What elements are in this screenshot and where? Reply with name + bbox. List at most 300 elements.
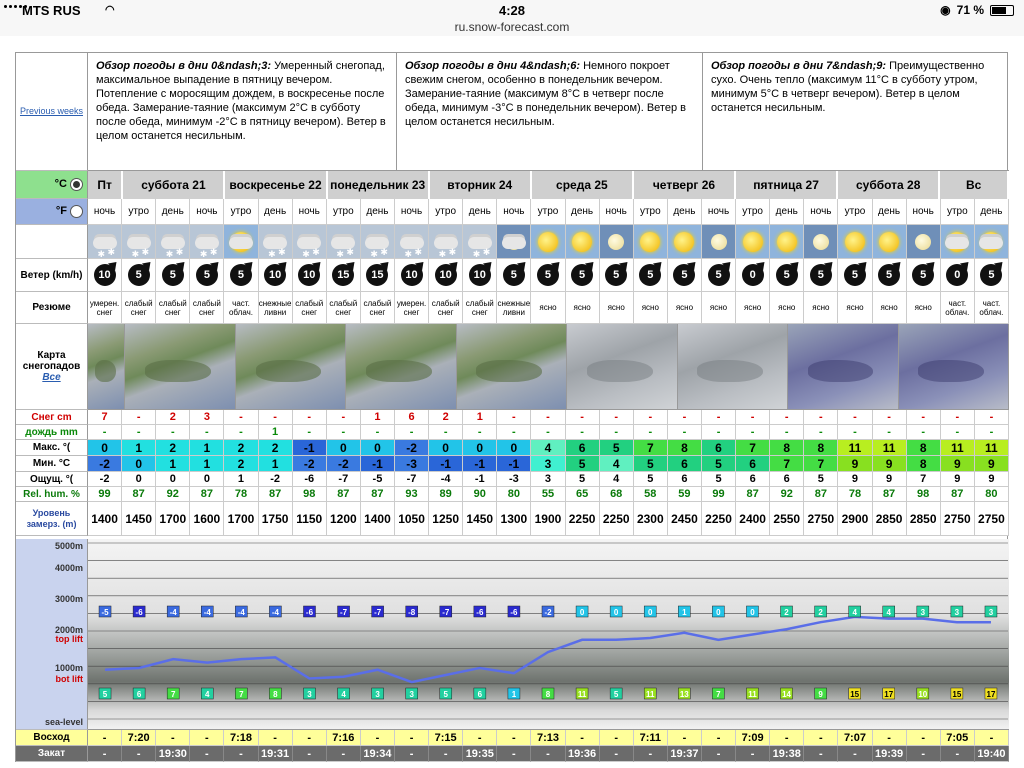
previous-weeks-cell [16, 53, 88, 171]
temp-min-label: Мин. °C [16, 456, 88, 472]
top-lift-temp [440, 606, 452, 617]
top-lift-temp-value: 3 [988, 608, 994, 617]
snow-map-thumbnail[interactable] [457, 324, 567, 410]
sunset-cell: 19:38 [770, 746, 804, 762]
humidity-cell: 87 [941, 487, 975, 502]
temp-max-cell: -1 [293, 440, 327, 456]
conditions-cell: слабый снег [463, 292, 497, 324]
bot-lift-temp-value: 3 [409, 690, 414, 699]
y-label-4000: 4000m [54, 563, 83, 573]
feels-like-cell: 4 [600, 472, 634, 487]
snow-maps-label-cell [16, 324, 88, 410]
snow-map-thumbnail[interactable] [88, 324, 125, 410]
feels-like-cell: -5 [361, 472, 395, 487]
sun-shape [640, 232, 660, 252]
top-lift-temp-value: 0 [579, 608, 585, 617]
rain-cell: - [975, 425, 1009, 440]
time-of-day-cell: утро [122, 199, 156, 225]
temp-max-cell: -2 [395, 440, 429, 456]
temp-min-cell: -1 [429, 456, 463, 472]
temp-min-cell: 9 [873, 456, 907, 472]
wind-direction-icon: 5 [230, 264, 252, 286]
temp-max-cell: 1 [190, 440, 224, 456]
top-lift-temp [269, 606, 281, 617]
feels-like-cell: 0 [156, 472, 190, 487]
bot-lift-temp [849, 688, 861, 699]
top-lift-temp-value: -4 [169, 608, 177, 617]
feels-like-cell: 5 [634, 472, 668, 487]
sunrise-cell: - [497, 730, 531, 746]
temp-max-cell: 6 [566, 440, 600, 456]
time-of-day-cell: день [156, 199, 190, 225]
humidity-cell: 55 [531, 487, 565, 502]
sunset-cell: - [122, 746, 156, 762]
bot-lift-temp-value: 5 [613, 690, 619, 699]
conditions-cell: слабый снег [361, 292, 395, 324]
snow-cell: - [531, 410, 565, 425]
snow-cell: - [702, 410, 736, 425]
temp-max-cell: 8 [770, 440, 804, 456]
cloud-snow-night-icon [194, 229, 220, 259]
sunrise-cell: - [804, 730, 838, 746]
battery-icon [990, 5, 1014, 16]
bot-lift-temp [746, 688, 758, 699]
day-header: понедельник 23 [328, 171, 430, 199]
bot-lift-temp [883, 688, 895, 699]
sun-icon [569, 229, 595, 255]
temp-max-cell: 11 [873, 440, 907, 456]
rain-cell: - [941, 425, 975, 440]
rain-cell: - [600, 425, 634, 440]
snow-cell: - [873, 410, 907, 425]
rain-cell: - [88, 425, 122, 440]
wind-cell [463, 259, 497, 292]
temp-min-cell: 4 [600, 456, 634, 472]
cloud-snow-icon [467, 229, 493, 259]
temp-min-cell: 7 [804, 456, 838, 472]
sunset-cell: - [395, 746, 429, 762]
bot-lift-temp-value: 3 [307, 690, 312, 699]
snowflake-shape: ✱ [472, 248, 481, 259]
time-of-day-cell: утро [941, 199, 975, 225]
rain-cell: - [736, 425, 770, 440]
freezing-level-cell: 2850 [873, 502, 907, 536]
conditions-cell: слабый снег [190, 292, 224, 324]
altitude-chart [88, 539, 1009, 730]
snowflake-shape: ✱ [107, 246, 116, 257]
top-lift-temp [235, 606, 247, 617]
celsius-radio[interactable] [70, 178, 83, 191]
cloud-shape [229, 237, 253, 249]
top-lift-temp [917, 606, 929, 617]
time-of-day-cell: утро [736, 199, 770, 225]
url-bar[interactable]: ru.snow-forecast.com [0, 20, 1024, 36]
temp-min-cell: 7 [770, 456, 804, 472]
time-of-day-cell: день [873, 199, 907, 225]
humidity-cell: 78 [224, 487, 258, 502]
conditions-cell: слабый снег [156, 292, 190, 324]
sunset-row [16, 746, 1009, 762]
snow-cell: - [293, 410, 327, 425]
temp-max-cell: 0 [327, 440, 361, 456]
time-of-day-cell: ночь [190, 199, 224, 225]
sun-icon-cell [668, 225, 702, 259]
moon-icon [808, 229, 834, 255]
conditions-cell: ясно [838, 292, 872, 324]
feels-like-cell: -3 [497, 472, 531, 487]
freezing-level-cell: 2450 [668, 502, 702, 536]
temp-max-cell: 7 [736, 440, 770, 456]
snow-map-thumbnail[interactable] [678, 324, 788, 410]
summary-row [16, 53, 1009, 171]
sunset-cell: - [804, 746, 838, 762]
humidity-cell: 92 [770, 487, 804, 502]
freezing-level-cell: 1150 [293, 502, 327, 536]
snow-cell: - [941, 410, 975, 425]
feels-like-cell: 9 [941, 472, 975, 487]
top-lift-temp [133, 606, 145, 617]
humidity-cell: 87 [122, 487, 156, 502]
feels-like-cell: 0 [190, 472, 224, 487]
sunrise-cell: 7:16 [327, 730, 361, 746]
humidity-cell: 93 [395, 487, 429, 502]
wind-direction-icon: 5 [639, 264, 661, 286]
temp-max-cell: 1 [122, 440, 156, 456]
day-header: вторник 24 [430, 171, 532, 199]
conditions-cell: слабый снег [327, 292, 361, 324]
wind-cell [156, 259, 190, 292]
freezing-level-label: Уровень замерз. (m) [16, 502, 88, 536]
conditions-cell: ясно [702, 292, 736, 324]
wind-direction-icon: 0 [742, 264, 764, 286]
moon-icon [910, 229, 936, 255]
bot-lift-temp [440, 688, 452, 699]
sunrise-cell: - [293, 730, 327, 746]
wind-cell [668, 259, 702, 292]
moon-icon-cell [600, 225, 634, 259]
cloud-snow-icon-cell [327, 225, 361, 259]
wind-cell [122, 259, 156, 292]
sunset-cell: 19:39 [873, 746, 907, 762]
sunset-cell: 19:34 [361, 746, 395, 762]
sunrise-cell: 7:05 [941, 730, 975, 746]
cloud-snow-night-icon-cell [88, 225, 122, 259]
freezing-level-cell: 1750 [259, 502, 293, 536]
celsius-toggle[interactable] [16, 171, 88, 199]
feels-like-row [16, 472, 1009, 487]
top-lift-temp-value: -6 [476, 608, 484, 617]
top-lift-temp [815, 606, 827, 617]
temp-max-cell: 4 [531, 440, 565, 456]
wind-direction-icon: 5 [537, 264, 559, 286]
temp-min-cell: 5 [566, 456, 600, 472]
rain-cell: - [668, 425, 702, 440]
status-bar [0, 0, 1024, 20]
rain-cell: - [566, 425, 600, 440]
freezing-level-row [16, 502, 1009, 536]
feels-like-cell: 7 [907, 472, 941, 487]
feels-like-cell: 5 [702, 472, 736, 487]
temp-max-cell: 8 [804, 440, 838, 456]
humidity-cell: 80 [497, 487, 531, 502]
top-lift-temp-value: 4 [886, 608, 891, 617]
sunset-cell: - [88, 746, 122, 762]
snowflake-shape: ✱ [209, 246, 218, 257]
snowflake-shape: ✱ [414, 246, 423, 257]
wind-direction-icon: 15 [332, 264, 354, 286]
snow-cell: - [838, 410, 872, 425]
bot-lift-temp [985, 688, 997, 699]
sunset-label: Закат [16, 746, 88, 762]
sun-cloud-icon-cell [975, 225, 1009, 259]
y-label-2000: 2000m [54, 625, 83, 635]
top-lift-temp-value: 1 [682, 608, 687, 617]
temp-max-row [16, 440, 1009, 456]
snow-map-thumbnail[interactable] [899, 324, 1009, 410]
bot-lift-temp-value: 5 [443, 690, 449, 699]
moon-icon-cell [702, 225, 736, 259]
lock-rotation-icon: ◉ [940, 3, 951, 17]
top-lift-temp [303, 606, 315, 617]
temp-max-cell: 8 [907, 440, 941, 456]
bot-lift-temp [406, 688, 418, 699]
snow-cell: - [122, 410, 156, 425]
sun-icon-cell [566, 225, 600, 259]
bot-lift-temp-value: 15 [850, 690, 860, 699]
wind-cell [395, 259, 429, 292]
humidity-label: Rel. hum. % [16, 487, 88, 502]
sun-icon-cell [736, 225, 770, 259]
feels-like-cell: -4 [429, 472, 463, 487]
bot-lift-temp-value: 13 [679, 690, 689, 699]
humidity-cell: 92 [156, 487, 190, 502]
wind-cell [566, 259, 600, 292]
wind-direction-icon: 5 [776, 264, 798, 286]
temp-min-cell: -2 [293, 456, 327, 472]
sunrise-cell: 7:15 [429, 730, 463, 746]
sunrise-cell: - [600, 730, 634, 746]
feels-like-cell: 0 [122, 472, 156, 487]
bot-lift-temp-value: 1 [511, 690, 517, 699]
temp-min-cell: 1 [259, 456, 293, 472]
conditions-cell: снежные ливни [259, 292, 293, 324]
cloud-snow-night-icon-cell [293, 225, 327, 259]
feels-like-cell: 6 [668, 472, 702, 487]
wind-cell [190, 259, 224, 292]
snowflake-shape: ✱ [482, 246, 491, 257]
y-label-5000: 5000m [54, 541, 83, 551]
temp-min-cell: 9 [975, 456, 1009, 472]
top-lift-temp [201, 606, 213, 617]
rain-cell: - [224, 425, 258, 440]
bot-lift-temp [338, 688, 350, 699]
bot-lift-temp [167, 688, 179, 699]
top-lift-temp [610, 606, 622, 617]
moon-shape [608, 234, 624, 250]
rain-cell: - [293, 425, 327, 440]
sunset-cell: - [293, 746, 327, 762]
top-lift-temp [781, 606, 793, 617]
snow-maps-row [16, 324, 1009, 410]
time-of-day-cell: день [770, 199, 804, 225]
sun-icon-cell [873, 225, 907, 259]
clock: 4:28 [498, 3, 526, 18]
cloud-shape [979, 237, 1003, 249]
bot-lift-temp-value: 11 [577, 690, 587, 699]
sunset-cell: 19:31 [259, 746, 293, 762]
top-lift-temp-value: -6 [510, 608, 518, 617]
humidity-cell: 58 [634, 487, 668, 502]
bot-lift-temp-value: 14 [782, 690, 791, 699]
time-of-day-cell: ночь [804, 199, 838, 225]
snow-cell: - [327, 410, 361, 425]
conditions-cell: слабый снег [122, 292, 156, 324]
conditions-cell: ясно [600, 292, 634, 324]
snow-cell: 2 [429, 410, 463, 425]
top-lift-temp-value: -7 [374, 608, 382, 617]
cloud-snow-night-icon-cell [190, 225, 224, 259]
wind-cell [634, 259, 668, 292]
freezing-level-cell: 2300 [634, 502, 668, 536]
snowflake-shape: ✱ [448, 246, 457, 257]
summary-title: Обзор погоды в дни 0&ndash;3: [96, 60, 272, 72]
snow-cell: 7 [88, 410, 122, 425]
snow-cell: - [907, 410, 941, 425]
humidity-cell: 87 [327, 487, 361, 502]
feels-like-cell: -1 [463, 472, 497, 487]
y-label-3000: 3000m [54, 594, 83, 604]
bot-lift-temp [372, 688, 384, 699]
cloud-snow-icon [126, 229, 152, 259]
sunset-cell: - [531, 746, 565, 762]
time-of-day-cell: ночь [497, 199, 531, 225]
bot-lift-label: bot lift [55, 674, 83, 684]
wind-cell [293, 259, 327, 292]
temp-min-cell: -1 [463, 456, 497, 472]
y-label-1000: 1000m [54, 663, 83, 673]
bot-lift-temp-value: 4 [341, 690, 346, 699]
sunrise-cell: 7:11 [634, 730, 668, 746]
cloud-snow-night-icon [399, 229, 425, 259]
wind-direction-icon: 5 [844, 264, 866, 286]
sun-icon [774, 229, 800, 255]
weather-icons-row [16, 225, 1009, 259]
conditions-cell: част. облач. [224, 292, 258, 324]
top-lift-temp [474, 606, 486, 617]
sunrise-cell: - [395, 730, 429, 746]
humidity-cell: 87 [736, 487, 770, 502]
snow-cell: - [736, 410, 770, 425]
bot-lift-temp [303, 688, 315, 699]
fahrenheit-radio[interactable] [70, 205, 83, 218]
day-header: среда 25 [532, 171, 634, 199]
sunset-cell: 19:40 [975, 746, 1009, 762]
snow-map-thumbnail[interactable] [346, 324, 456, 410]
conditions-cell: умерен. снег [395, 292, 429, 324]
temp-max-cell: 6 [702, 440, 736, 456]
wind-direction-icon: 10 [94, 264, 116, 286]
conditions-cell: слабый снег [293, 292, 327, 324]
wind-direction-icon: 5 [810, 264, 832, 286]
day-header: Пт [88, 171, 123, 199]
snow-label: Снег cm [16, 410, 88, 425]
top-lift-temp-value: -5 [101, 608, 109, 617]
fahrenheit-toggle[interactable] [16, 199, 88, 225]
snow-maps-all-link[interactable]: Все [42, 372, 61, 383]
freezing-level-cell: 1700 [156, 502, 190, 536]
snowflake-shape: ✱ [312, 246, 320, 257]
temp-max-cell: 2 [156, 440, 190, 456]
sunrise-cell: - [566, 730, 600, 746]
top-lift-temp [338, 606, 350, 617]
time-of-day-cell: день [361, 199, 395, 225]
conditions-label: Резюме [16, 292, 88, 324]
time-of-day-cell: день [259, 199, 293, 225]
temp-min-cell: 9 [941, 456, 975, 472]
snow-map-thumbnail[interactable] [236, 324, 346, 410]
wind-cell [361, 259, 395, 292]
previous-weeks-link[interactable]: Previous weeks [19, 106, 84, 116]
humidity-cell: 98 [907, 487, 941, 502]
sun-icon [740, 229, 766, 255]
temp-min-cell: 9 [838, 456, 872, 472]
wind-cell [770, 259, 804, 292]
bot-lift-temp-value: 17 [884, 690, 894, 699]
cloud-snow-icon [433, 229, 459, 259]
sunrise-cell: - [190, 730, 224, 746]
snow-cell: 6 [395, 410, 429, 425]
snow-map-thumbnail[interactable] [567, 324, 677, 410]
sunrise-cell: 7:13 [531, 730, 565, 746]
wind-cell [224, 259, 258, 292]
wind-direction-icon: 5 [912, 264, 934, 286]
temp-max-cell: 0 [361, 440, 395, 456]
wind-direction-icon: 5 [708, 264, 730, 286]
temp-max-cell: 11 [975, 440, 1009, 456]
wind-cell [736, 259, 770, 292]
conditions-cell: ясно [566, 292, 600, 324]
top-lift-temp-value: 2 [818, 608, 823, 617]
wind-direction-icon: 10 [401, 264, 423, 286]
rain-cell: - [702, 425, 736, 440]
top-lift-temp [406, 606, 418, 617]
days-row [16, 171, 1009, 199]
snow-map-thumbnail[interactable] [788, 324, 898, 410]
humidity-cell: 65 [566, 487, 600, 502]
feels-like-cell: -7 [395, 472, 429, 487]
bot-lift-temp [99, 688, 111, 699]
freezing-level-cell: 1300 [497, 502, 531, 536]
bot-lift-temp [508, 688, 520, 699]
battery-indicator [940, 3, 1014, 17]
temp-min-cell: -2 [88, 456, 122, 472]
temp-max-cell: 0 [429, 440, 463, 456]
top-lift-temp [576, 606, 588, 617]
wind-direction-icon: 5 [673, 264, 695, 286]
wind-cell [88, 259, 122, 292]
snowflake-shape: ✱ [302, 248, 310, 259]
conditions-cell: ясно [770, 292, 804, 324]
sunrise-cell: - [873, 730, 907, 746]
top-lift-temp [883, 606, 895, 617]
wind-direction-icon: 5 [128, 264, 150, 286]
wind-direction-icon: 5 [571, 264, 593, 286]
humidity-cell: 99 [88, 487, 122, 502]
snow-map-thumbnail[interactable] [125, 324, 235, 410]
wind-cell [531, 259, 565, 292]
snowflake-shape: ✱ [165, 248, 174, 259]
cloud-snow-icon [160, 229, 186, 259]
